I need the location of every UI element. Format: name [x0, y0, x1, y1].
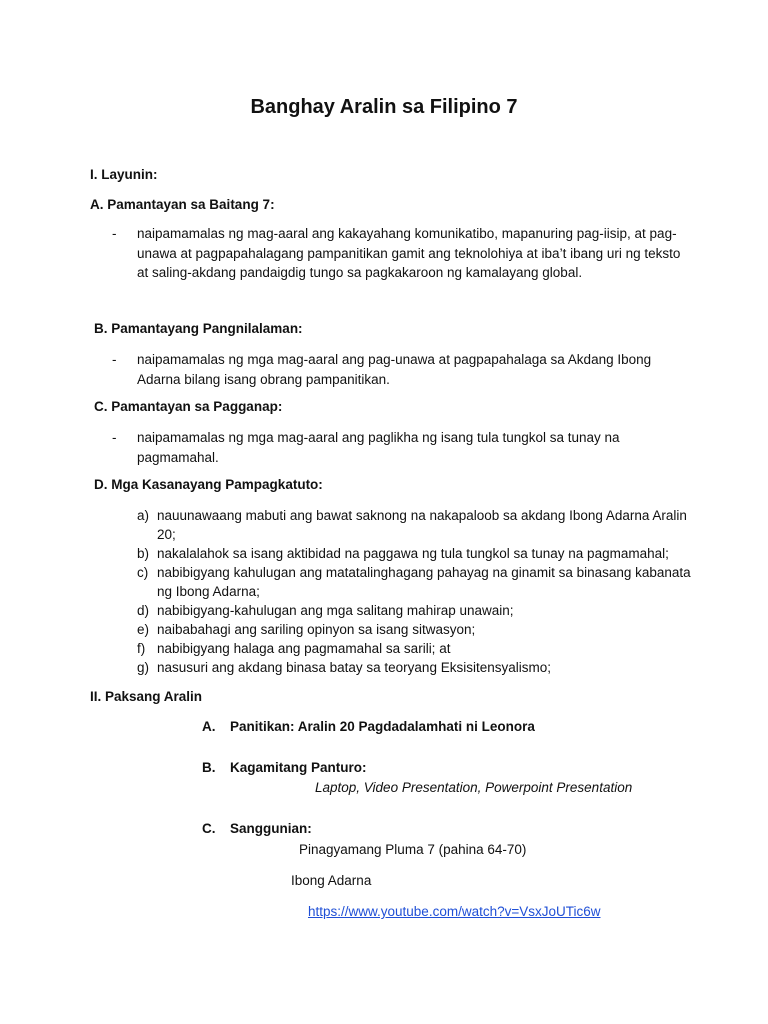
panitikan-item [202, 719, 535, 734]
reference-title: Ibong Adarna [291, 873, 372, 888]
sanggunian-text: Sanggunian: [230, 821, 312, 836]
kasanayan-heading: D. Mga Kasanayang Pampagkatuto: [94, 477, 323, 492]
kagamitang-text: Kagamitang Panturo: [230, 760, 367, 775]
dash-marker: - [112, 352, 117, 367]
list-marker: g) [137, 660, 150, 675]
section-layunin-heading: I. Layunin: [90, 167, 158, 182]
pagganap-item [112, 428, 682, 467]
kasanayan-list [137, 506, 697, 677]
list-marker: f) [137, 641, 146, 656]
reference-link[interactable]: https://www.youtube.com/watch?v=VsxJoUTic6w [308, 904, 601, 919]
kagamitang-item [202, 760, 367, 775]
list-item-text: nabibigyang-kahulugan ang mga salitang mahirap unawain; [157, 603, 514, 618]
dash-marker: - [112, 430, 117, 445]
baitang-item [112, 224, 682, 283]
pangnilalaman-heading: B. Pamantayang Pangnilalaman: [94, 321, 303, 336]
list-marker: e) [137, 622, 150, 637]
pagganap-heading: C. Pamantayan sa Pagganap: [94, 399, 283, 414]
list-item-text: nabibigyang halaga ang pagmamahal sa sarili; at [157, 641, 451, 656]
list-marker: b) [137, 546, 150, 561]
list-item-text: nauunawaang mabuti ang bawat saknong na nakapaloob sa akdang Ibong Adarna Aralin 20; [157, 508, 687, 542]
list-marker: d) [137, 603, 150, 618]
baitang-heading: A. Pamantayan sa Baitang 7: [90, 197, 275, 212]
list-item-text: naibabahagi ang sariling opinyon sa isang sitwasyon; [157, 622, 476, 637]
list-item [137, 506, 697, 544]
baitang-text: naipamamalas ng mag-aaral ang kakayahang komunikatibo, mapanuring pag-iisip, at pag-unawa at pagpapahalagang pampanitikan gamit ang teknolohiya at iba’t ibang uri ng teksto at saling-akdang pandaigdig tungo sa pagkakaroon ng kamalayang global. [137, 226, 681, 280]
item-letter: A. [202, 719, 216, 734]
list-item-text: nakalalahok sa isang aktibidad na paggawa ng tula tungkol sa tunay na pagmamahal; [157, 546, 669, 561]
list-item [137, 639, 697, 658]
panitikan-text: Panitikan: Aralin 20 Pagdadalamhati ni Leonora [230, 719, 535, 734]
page-title: Banghay Aralin sa Filipino 7 [250, 96, 518, 118]
item-letter: C. [202, 821, 216, 836]
list-item [137, 563, 697, 601]
section-paksang-aralin-heading: II. Paksang Aralin [90, 689, 203, 704]
list-marker: c) [137, 565, 149, 580]
pagganap-text: naipamamalas ng mga mag-aaral ang paglikha ng isang tula tungkol sa tunay na pagmamahal. [137, 430, 620, 465]
kagamitang-detail: Laptop, Video Presentation, Powerpoint Presentation [315, 780, 633, 795]
list-item [137, 544, 697, 563]
reference-book: Pinagyamang Pluma 7 (pahina 64-70) [299, 842, 527, 857]
list-marker: a) [137, 508, 150, 523]
list-item-text: nasusuri ang akdang binasa batay sa teoryang Eksisitensyalismo; [157, 660, 551, 675]
pangnilalaman-text: naipamamalas ng mga mag-aaral ang pag-unawa at pagpapahalaga sa Akdang Ibong Adarna bilang isang obrang pampanitikan. [137, 352, 652, 387]
sanggunian-item [202, 821, 312, 836]
list-item [137, 658, 697, 677]
list-item [137, 620, 697, 639]
list-item [137, 601, 697, 620]
item-letter: B. [202, 760, 216, 775]
dash-marker: - [112, 226, 117, 241]
list-item-text: nabibigyang kahulugan ang matatalinghagang pahayag na ginamit sa binasang kabanata ng Ibong Adarna; [157, 565, 691, 599]
pangnilalaman-item [112, 350, 682, 389]
